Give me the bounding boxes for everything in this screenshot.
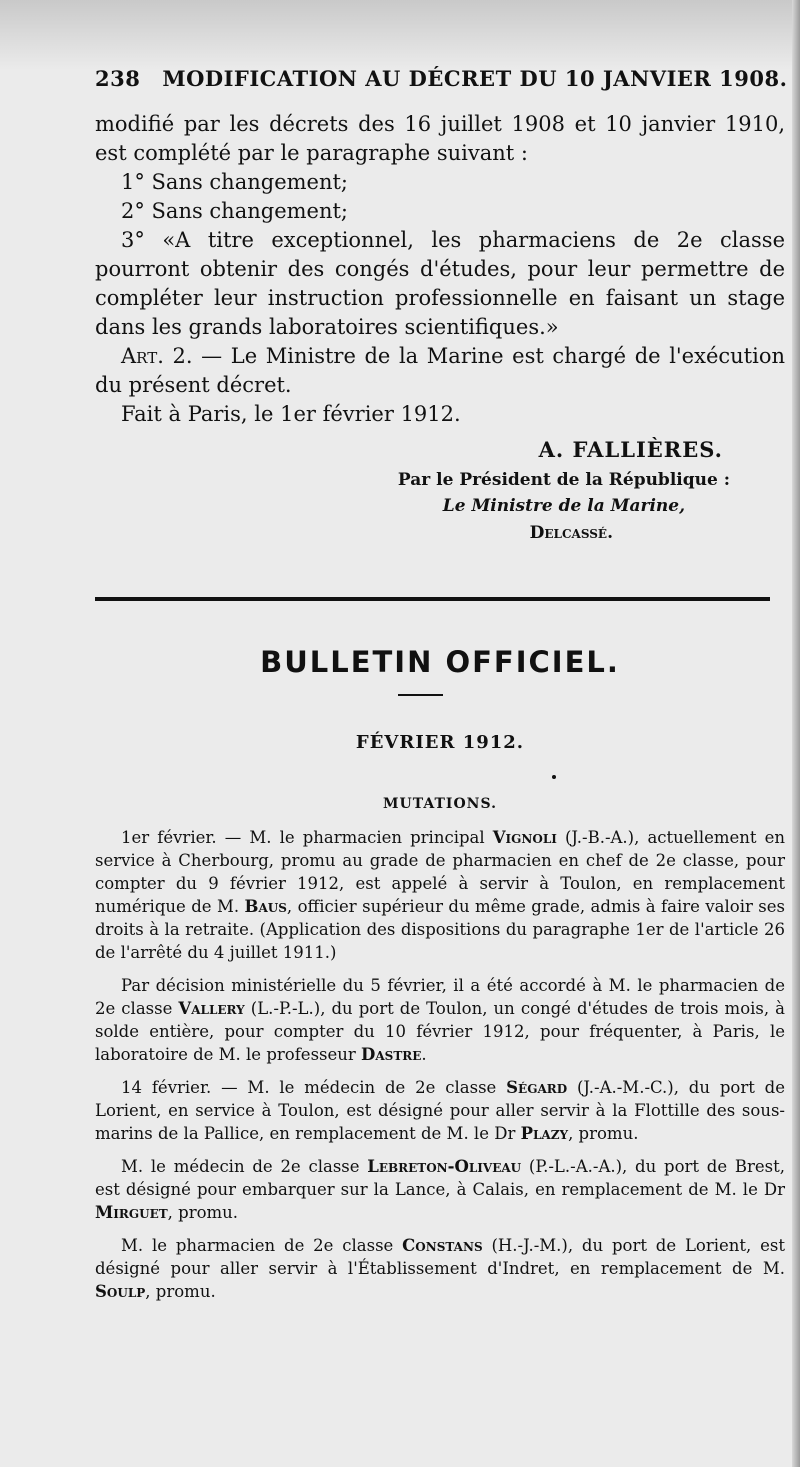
ornament-dot (552, 775, 556, 779)
decree-item-1: 1° Sans changement; (121, 170, 349, 194)
bulletin-month: FÉVRIER 1912. (355, 732, 525, 753)
entry-text: (P.-L.-A.-A.), du port de Brest, est désigné pour embarquer sur la Lance, à Calais, en remplacement de M. le Dr (95, 1157, 785, 1199)
bulletin-title: BULLETIN OFFICIEL. (260, 645, 620, 679)
entry-text: (J.-A.-M.-C.), du port de Lorient, en service à Toulon, est désigné pour aller servir à la Flottille des sous-marins de la Pallice, en remplacement de M. le Dr (95, 1078, 786, 1143)
minister-name: Delcassé. (529, 523, 613, 543)
minister-title: Le Ministre de la Marine, (442, 496, 685, 516)
person-name: Vignoli (492, 828, 557, 847)
list-item (95, 1234, 785, 1303)
scan-shadow (0, 0, 800, 70)
entry-text: 1er février. — M. le pharmacien principal (121, 828, 493, 847)
person-name: Mirguet (95, 1203, 168, 1222)
decree-text (95, 110, 785, 547)
running-title: MODIFICATION AU DÉCRET DU 10 JANVIER 1908. (162, 66, 788, 91)
entry-text: (J.-B.-A.), actuellement en service à Cherbourg, promu au grade de pharmacien en chef de 2e classe, pour compter du 9 février 1912, est appelé à servir à Toulon, en remplacement numérique de M. (95, 828, 786, 916)
person-name: Constans (402, 1236, 483, 1255)
section-heading: MUTATIONS. (383, 796, 497, 812)
mutation-entries (95, 826, 785, 1313)
entry-text: , promu. (167, 1203, 239, 1222)
list-item (95, 1076, 785, 1145)
decree-item-3: 3° «A titre exceptionnel, les pharmaciens de 2e classe pourront obtenir des congés d'études, pour leur permettre de compléter leur instruction professionnelle en faisant un stage dans les grands laboratoires scientifiques.» (95, 228, 785, 339)
title-underline (398, 694, 443, 696)
list-item (95, 826, 785, 964)
entry-text: . (421, 1045, 427, 1064)
article-2-text: — Le Ministre de la Marine est chargé de l'exécution du présent décret. (95, 344, 785, 397)
person-name: Lebreton-Oliveau (367, 1157, 522, 1176)
person-name: Plazy (520, 1124, 569, 1143)
running-header (95, 66, 795, 91)
list-item (95, 974, 785, 1066)
person-name: Ségard (506, 1078, 568, 1097)
page-edge (792, 0, 800, 1467)
entry-text: , promu. (145, 1282, 216, 1301)
article-2-label: Art. 2. (121, 344, 193, 368)
person-name: Soulp (95, 1282, 146, 1301)
date-line: Fait à Paris, le 1er février 1912. (121, 402, 461, 426)
section-divider (95, 597, 770, 601)
entry-text: (L.-P.-L.), du port de Toulon, un congé d'études de trois mois, à solde entière, pour compter du 10 février 1912, pour fréquenter, à Paris, le laboratoire de M. le professeur (95, 999, 785, 1064)
person-name: Dastre (361, 1045, 422, 1064)
by-president: Par le Président de la République : (397, 470, 730, 490)
page-number: 238 (95, 66, 141, 91)
person-name: Baus (244, 897, 287, 916)
article-2 (95, 342, 785, 400)
person-name: Vallery (178, 999, 245, 1018)
decree-intro: modifié par les décrets des 16 juillet 1908 et 10 janvier 1910, est complété par le paragraphe suivant : (95, 112, 785, 165)
entry-text: , officier supérieur du même grade, admis à faire valoir ses droits à la retraite. (Application des dispositions du paragraphe 1er de l'article 26 de l'arrêté du 4 juillet 1911.) (95, 897, 786, 962)
entry-text: 14 février. — M. le médecin de 2e classe (121, 1078, 507, 1097)
entry-text: M. le pharmacien de 2e classe (121, 1236, 403, 1255)
list-item (95, 1155, 785, 1224)
decree-item-2: 2° Sans changement; (121, 199, 349, 223)
signature: A. FALLIÈRES. (538, 437, 723, 462)
entry-text: , promu. (568, 1124, 639, 1143)
entry-text: Par décision ministérielle du 5 février, il a été accordé à M. le pharmacien de 2e classe (95, 976, 785, 1018)
entry-text: M. le médecin de 2e classe (121, 1157, 368, 1176)
entry-text: (H.-J.-M.), du port de Lorient, est désigné pour aller servir à l'Établissement d'Indret, en remplacement de M. (95, 1236, 785, 1278)
